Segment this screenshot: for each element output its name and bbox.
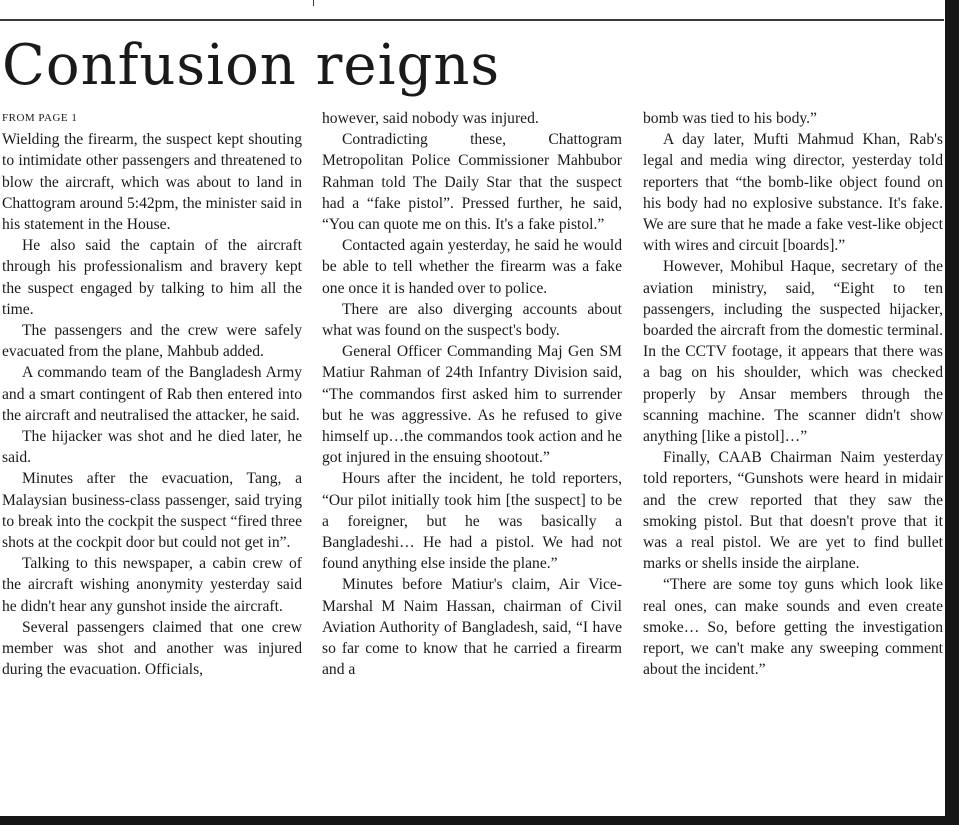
paragraph: Minutes after the evacuation, Tang, a Malaysian business-class passenger, said trying to break into the cockpit the suspect “fired three shots at the cockpit door but could not get in”. [2, 470, 302, 552]
article-column-1 [2, 108, 302, 680]
paragraph: However, Mohibul Haque, secretary of the aviation ministry, said, “Eight to ten passengers, including the suspected hijacker, boarded the aircraft from the domestic terminal. In the CCTV footage, it appears that there was a bag on his shoulder, which was checked properly by Ansar members through the scanning machine. The scanner didn't show anything [like a pistol]…” [643, 258, 943, 446]
paragraph: A commando team of the Bangladesh Army and a smart contingent of Rab then entered into the aircraft and neutralised the attacker, he said. [2, 364, 302, 424]
paragraph: The passengers and the crew were safely evacuated from the plane, Mahbub added. [2, 322, 302, 361]
header-tick-mark [313, 0, 314, 6]
paragraph: A day later, Mufti Mahmud Khan, Rab's legal and media wing director, yesterday told reporters that “the bomb-like object found on his body had no explosive substance. It's fake. We are sure that he made a fake vest-like object with wires and circuit [boards].” [643, 131, 943, 255]
article-column-2 [322, 108, 622, 680]
paragraph: General Officer Commanding Maj Gen SM Matiur Rahman of 24th Infantry Division said, “The commandos first asked him to surrender but he was aggressive. As he refused to give himself up…the commandos took action and he got injured in the ensuing shootout.” [322, 343, 622, 467]
top-rule [0, 19, 944, 21]
paragraph: Wielding the firearm, the suspect kept shouting to intimidate other passengers and threatened to blow the aircraft, which was about to land in Chattogram around 5:42pm, the minister said in his statement in the House. [2, 131, 302, 234]
paragraph: He also said the captain of the aircraft through his professionalism and bravery kept the suspect engaged by talking to him all the time. [2, 237, 302, 318]
paragraph: bomb was tied to his body.” [643, 110, 817, 127]
bottom-border [0, 816, 959, 825]
right-border [945, 0, 959, 825]
paragraph: Hours after the incident, he told reporters, “Our pilot initially took him [the suspect] to be a foreigner, but he was basically a Bangladeshi… He had a pistol. We had not found anything else inside the plane.” [322, 470, 622, 573]
paragraph: Contacted again yesterday, he said he would be able to tell whether the firearm was a fake one once it is handed over to police. [322, 237, 622, 297]
paragraph: Finally, CAAB Chairman Naim yesterday told reporters, “Gunshots were heard in midair and the crew reported that they saw the smoking pistol. But that doesn't prove that it was a real pistol. We are yet to find bullet marks or shells inside the airplane. [643, 449, 943, 573]
paragraph: Talking to this newspaper, a cabin crew of the aircraft wishing anonymity yesterday said he didn't hear any gunshot inside the aircraft. [2, 555, 302, 615]
paragraph: There are also diverging accounts about what was found on the suspect's body. [322, 300, 622, 340]
paragraph: Several passengers claimed that one crew member was shot and another was injured during the evacuation. Officials, [2, 618, 302, 679]
continuation-kicker: FROM PAGE 1 [2, 112, 78, 124]
article-column-3 [643, 108, 943, 680]
paragraph: Minutes before Matiur's claim, Air Vice-Marshal M Naim Hassan, chairman of Civil Aviation Authority of Bangladesh, said, “I have so far come to know that he carried a firearm and a [322, 576, 622, 679]
paragraph: Contradicting these, Chattogram Metropolitan Police Commissioner Mahbubor Rahman told The Daily Star that the suspect had a “fake pistol”. Pressed further, he said, “You can quote me on this. It's a fake pistol.” [322, 131, 622, 234]
paragraph: “There are some toy guns which look like real ones, can make sounds and even create smoke… So, before getting the investigation report, we can't make any sweeping comment about the incident.” [643, 576, 943, 679]
headline: Confusion reigns [2, 33, 501, 98]
paragraph: however, said nobody was injured. [322, 110, 539, 127]
paragraph: The hijacker was shot and he died later, he said. [2, 428, 302, 467]
